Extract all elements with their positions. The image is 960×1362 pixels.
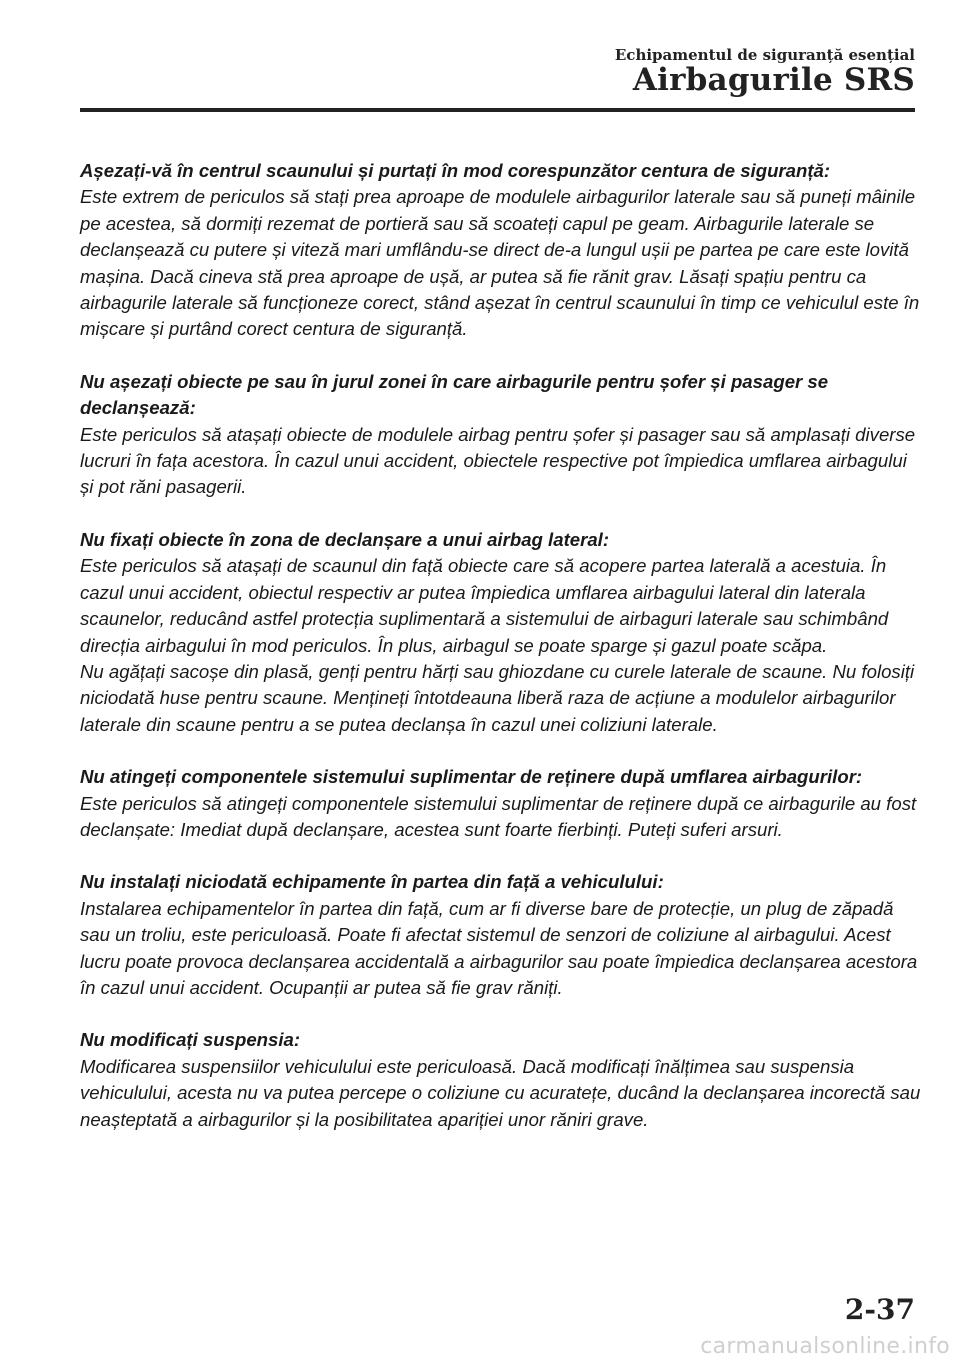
warning-text: Este periculos să atașați obiecte de modulele airbag pentru șofer și pasager sau să amplasați diverse lucruri în fața acestora. În cazul unui accident, obiectele respective pot împiedica umflarea airbagului și pot răni pasagerii. [80, 423, 916, 498]
warnings-content [80, 158, 922, 1159]
warning-suspension [80, 1027, 922, 1133]
warning-text: Este periculos să atașați de scaunul din față obiecte care să acopere partea laterală a acestuia. În cazul unui accident, obiectul respectiv ar putea împiedica umflarea airbagului lateral din laterala scaunelor, reducând astfel protecția suplimentară a sistemului de airbaguri laterale sau schimbând direcția airbagului în mod periculos. În plus, airbagul se poate sparge și gazul poate scăpa. [80, 555, 889, 656]
watermark: carmanualsonline.info [700, 1334, 950, 1359]
page-title: Airbagurile SRS [632, 62, 915, 98]
warning-title: Nu atingeți componentele sistemului suplimentar de reținere după umflarea airbagurilor: [80, 766, 863, 788]
warning-seat-position [80, 158, 922, 343]
warning-title: Nu fixați obiecte în zona de declanșare a unui airbag lateral: [80, 528, 610, 550]
warning-text: Instalarea echipamentelor în partea din față, cum ar fi diverse bare de protecție, un plug de zăpadă sau un troliu, este periculoasă. Poate fi afectat sistemul de senzori de coliziune al airbagului. Acest lucru poate provoca declanșarea accidentală a airbagurilor sau poate împiedica declanșarea acestora în cazul unui accident. Ocupanții ar putea să fie grav răniți. [80, 897, 918, 998]
warning-title: Așezați-vă în centrul scaunului și purtați în mod corespunzător centura de siguranță: [80, 160, 831, 181]
warning-text: Modificarea suspensiilor vehiculului este periculoasă. Dacă modificați înălțimea sau suspensia vehiculului, acesta nu va putea percepe o coliziune cu acuratețe, ducând la declanșarea incorectă sau neașteptată a airbagurilor și la posibilitatea apariției unor răniri grave. [80, 1055, 921, 1130]
section-heading: Echipamentul de siguranță esențial [614, 46, 915, 64]
page-number: 2-37 [844, 1293, 915, 1326]
warning-text: Nu agățați sacoșe din plasă, genți pentru hărți sau ghiozdane cu curele laterale de scaune. Nu folosiți niciodată huse pentru scaune. Mențineți întotdeauna liberă raza de acțiune a modulelor airbagurilor laterale din scaune pentru a se putea declanșa în cazul unei coliziuni laterale. [80, 660, 915, 735]
header-divider [80, 108, 915, 112]
warning-front-equipment [80, 869, 922, 1001]
warning-side-airbag-objects [80, 527, 922, 738]
warning-do-not-touch [80, 764, 922, 843]
warning-title: Nu instalați niciodată echipamente în partea din față a vehiculului: [80, 871, 664, 893]
warning-title: Nu așezați obiecte pe sau în jurul zonei în care airbagurile pentru șofer și pasager se declanșează: [80, 370, 829, 419]
warning-airbag-zone [80, 369, 922, 501]
warning-title: Nu modificați suspensia: [80, 1029, 301, 1051]
warning-text: Este extrem de periculos să stați prea aproape de modulele airbagurilor laterale sau să puneți mâinile pe acestea, să dormiți rezemat de portieră sau să scoateți capul pe geam. Airbagurile laterale se declanșează cu putere și viteză mari umflându-se direct de-a lungul ușii pe partea pe care este lovită mașina. Dacă cineva stă prea aproape de ușă, ar putea să fie rănit grav. Lăsați spațiu pentru ca airbagurile laterale să funcționeze corect, stând așezat în centrul scaunului în timp ce vehiculul este în mișcare și purtând corect centura de siguranță. [80, 186, 920, 340]
warning-text: Este periculos să atingeți componentele sistemului suplimentar de reținere după ce airbagurile au fost declanșate: Imediat după declanșare, acestea sunt foarte fierbinți. Puteți suferi arsuri. [80, 792, 917, 840]
